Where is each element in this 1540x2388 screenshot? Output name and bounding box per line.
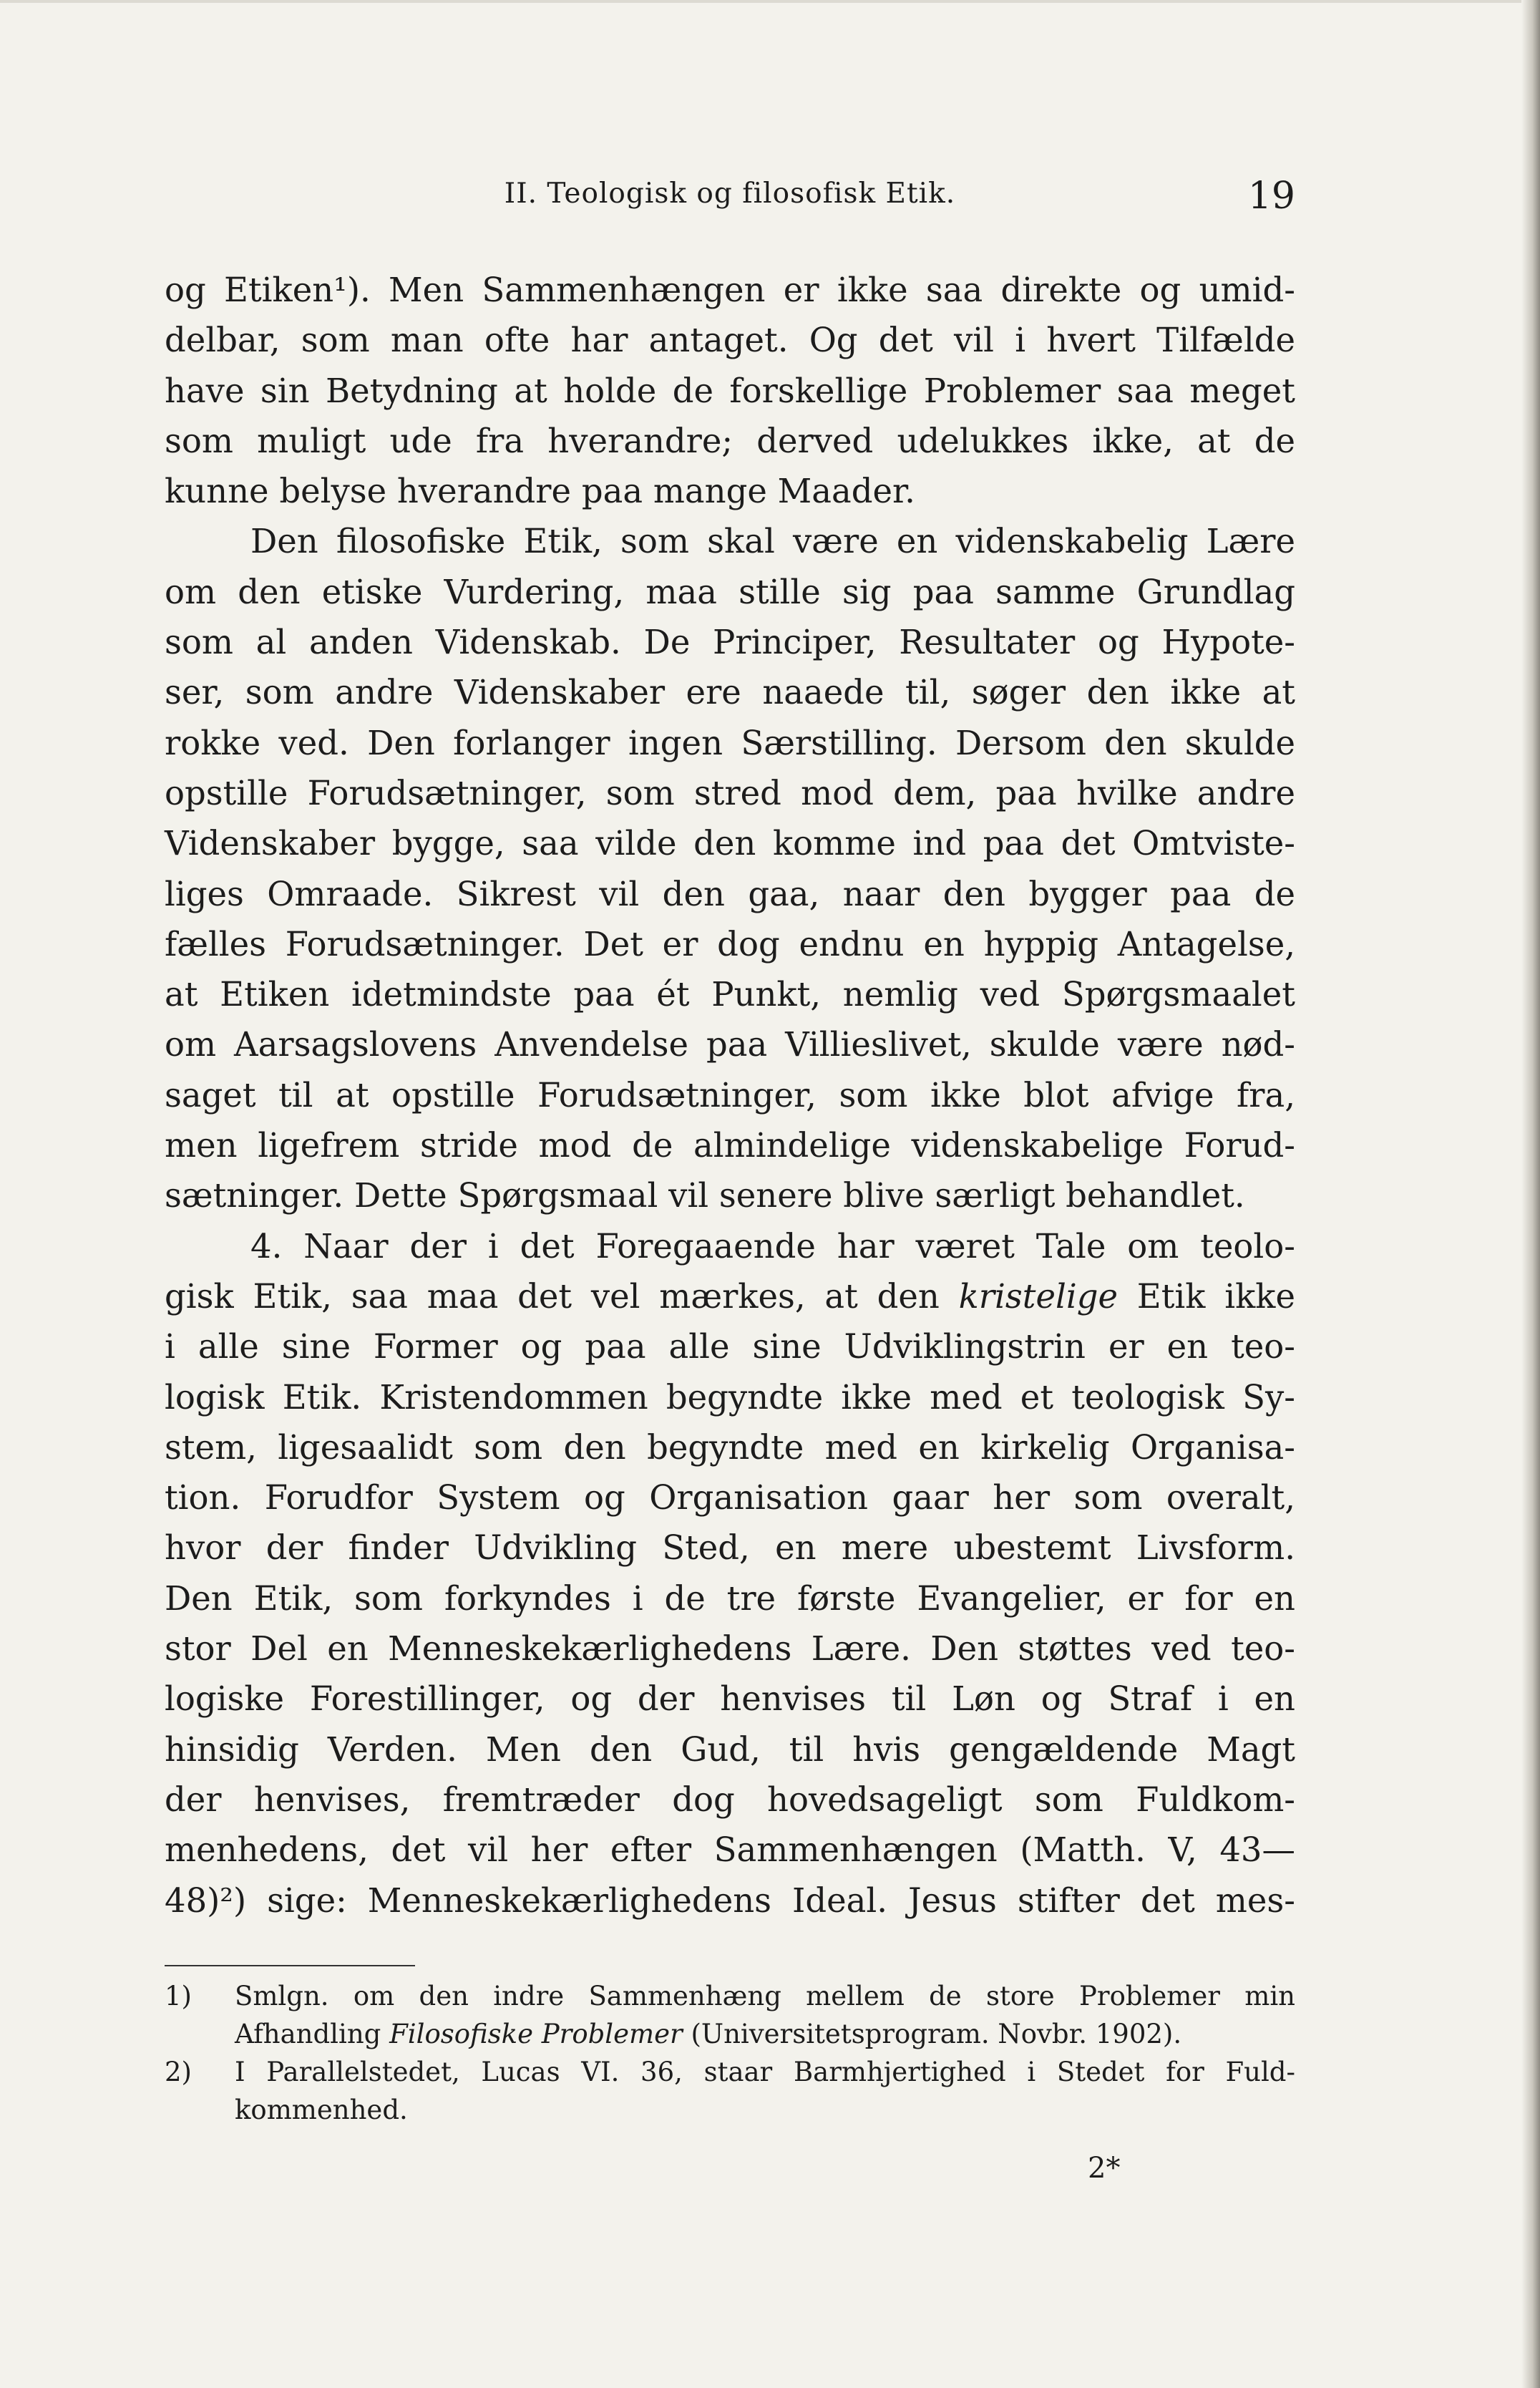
text-line: 4. Naar der i det Foregaaende har været Tale om teolo- [250,1226,1295,1266]
text-line: der henvises, fremtræder dog hovedsageligt som Fuldkom- [165,1780,1295,1819]
text-line-with-emphasis [165,1271,1295,1321]
footnote-2-mark: 2) [165,2057,192,2087]
footnotes [165,1977,1295,2129]
text-line: menhedens, det vil her efter Sammenhængen (Matth. V, 43— [165,1830,1295,1870]
footnote-1-mark: 1) [165,1981,192,2011]
footnote-1-text: Afhandling [235,2019,381,2049]
footnote-1-line [165,2015,1295,2053]
page-number: 19 [1247,175,1295,218]
text-line: tion. Forudfor System og Organisation gaar her som overalt, [165,1478,1295,1518]
footnote-1-line [165,1977,1295,2015]
text-line: saget til at opstille Forudsætninger, som ikke blot afvige fra, [165,1075,1295,1115]
text-line: i alle sine Former og paa alle sine Udviklingstrin er en teo- [165,1327,1295,1367]
text-line: logiske Forestillinger, og der henvises til Løn og Straf i en [165,1679,1295,1719]
page-right-edge [1521,0,1540,2388]
text-line: men ligefrem stride mod de almindelige videnskabelige Forud- [165,1126,1295,1165]
signature-mark: 2* [1088,2152,1121,2185]
text-line: som muligt ude fra hverandre; derved udelukkes ikke, at de [165,421,1295,460]
page-header [165,175,1295,228]
page-top-edge [0,0,1540,3]
text-line: Den filosofiske Etik, som skal være en videnskabelig Lære [250,522,1295,561]
text-line: logisk Etik. Kristendommen begyndte ikke med et teologisk Sy- [165,1377,1295,1417]
text-line: rokke ved. Den forlanger ingen Særstilling. Dersom den skulde [165,723,1295,762]
text-line: Den Etik, som forkyndes i de tre første Evangelier, er for en [165,1578,1295,1618]
text-line: 48)²) sige: Menneskekærlighedens Ideal. Jesus stifter det mes- [165,1880,1295,1920]
text-line: om den etiske Vurdering, maa stille sig paa samme Grundlag [165,572,1295,611]
text-line: delbar, som man ofte har antaget. Og det vil i hvert Tilfælde [165,321,1295,360]
text-line: ser, som andre Videnskaber ere naaede til, søger den ikke at [165,673,1295,712]
text-line: sætninger. Dette Spørgsmaal vil senere blive særligt behandlet. [165,1176,1245,1215]
text-line: liges Omraade. Sikrest vil den gaa, naar den bygger paa de [165,874,1295,913]
text-line: have sin Betydning at holde de forskellige Problemer saa meget [165,371,1295,410]
footnote-2-line [165,2053,1295,2091]
footnote-2-line: kommenhed. [235,2095,408,2125]
running-head: II. Teologisk og filosofisk Etik. [504,178,956,210]
text-line: stor Del en Menneskekærlighedens Lære. Den støttes ved teo- [165,1629,1295,1669]
footnote-2-text: I Parallelstedet, Lucas VI. 36, staar Barmhjertighed i Stedet for Fuld- [235,2057,1295,2087]
text-line: og Etiken¹). Men Sammenhængen er ikke saa direkte og umid- [165,271,1295,309]
text-line: hinsidig Verden. Men den Gud, til hvis gengældende Magt [165,1729,1295,1769]
text-line: kunne belyse hverandre paa mange Maader. [165,472,915,511]
text-line: som al anden Videnskab. De Principer, Resultater og Hypote- [165,623,1295,662]
text-line: opstille Forudsætninger, som stred mod dem, paa hvilke andre [165,773,1295,812]
text-line: fælles Forudsætninger. Det er dog endnu en hyppig Antagelse, [165,924,1295,964]
emphasis-kristelige: kristelige [958,1276,1118,1316]
footnote-1-title: Filosofiske Problemer [389,2019,683,2049]
footnote-1-text: (Universitetsprogram. Novbr. 1902). [691,2019,1182,2049]
footnote-divider [165,1965,415,1966]
text-line: at Etiken idetmindste paa ét Punkt, nemlig ved Spørgsmaalet [165,975,1295,1014]
text-line: stem, ligesaalidt som den begyndte med en kirkelig Organisa- [165,1427,1295,1467]
text-line: om Aarsagslovens Anvendelse paa Villieslivet, skulde være nød- [165,1025,1295,1064]
text-line: hvor der finder Udvikling Sted, en mere ubestemt Livsform. [165,1528,1295,1568]
body-text [165,265,1295,1926]
text-segment: gisk Etik, saa maa det vel mærkes, at den [165,1276,940,1316]
footnote-1-text: Smlgn. om den indre Sammenhæng mellem de store Problemer min [235,1981,1295,2011]
text-segment: Etik ikke [1136,1276,1295,1316]
text-line: Videnskaber bygge, saa vilde den komme ind paa det Omtviste- [165,824,1295,863]
